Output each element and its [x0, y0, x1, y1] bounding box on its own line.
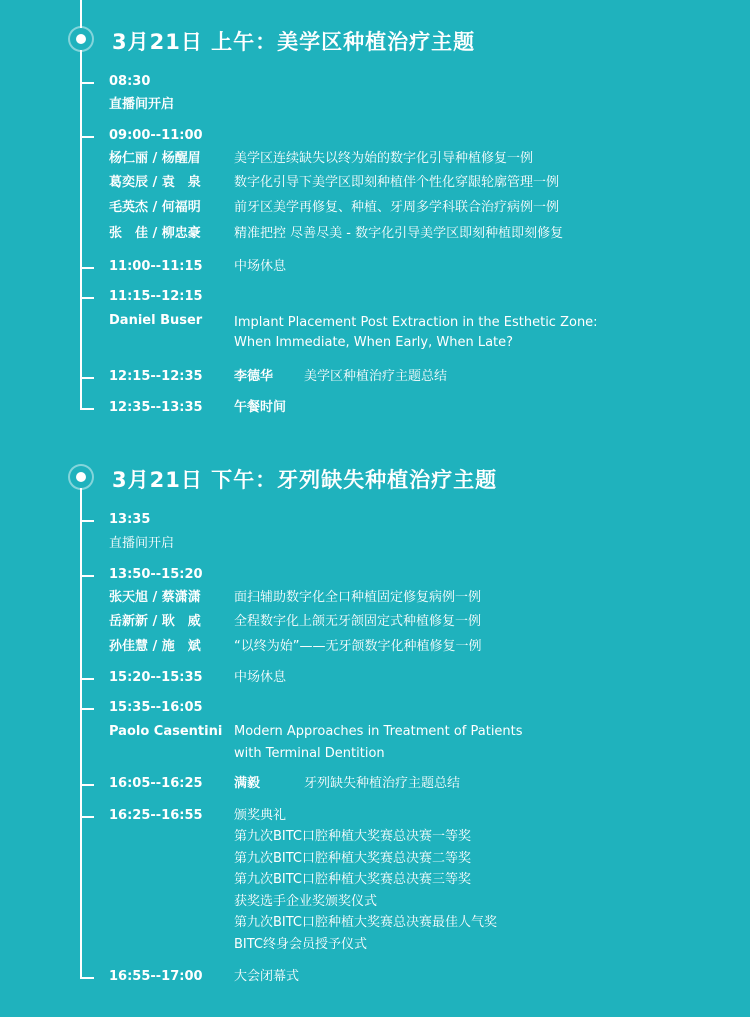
talk-topic: with Terminal Dentition [234, 746, 385, 761]
time-label: 13:35 [109, 512, 151, 527]
speaker-name: 孙佳慧 / 施 斌 [109, 639, 201, 654]
timeline-tick [80, 678, 94, 680]
ceremony-item: 第九次BITC口腔种植大奖赛总决赛三等奖 [234, 872, 472, 887]
time-label: 15:35--16:05 [109, 700, 203, 715]
session-text: 大会闭幕式 [234, 969, 300, 984]
time-label: 13:50--15:20 [109, 567, 203, 582]
timeline-tick [80, 977, 94, 979]
ceremony-item: 获奖选手企业奖颁奖仪式 [234, 894, 378, 909]
ceremony-item: BITC终身会员授予仪式 [234, 937, 368, 952]
talk-topic: 面扫辅助数字化全口种植固定修复病例一例 [234, 590, 482, 605]
session-text: 中场休息 [234, 259, 287, 274]
timeline-tick [80, 82, 94, 84]
timeline-tick [80, 816, 94, 818]
speaker-name: 杨仁丽 / 杨醒眉 [109, 151, 201, 166]
ceremony-item: 颁奖典礼 [234, 808, 287, 823]
speaker-name: 岳新新 / 耿 威 [109, 614, 201, 629]
timeline-tick [80, 297, 94, 299]
speaker-name: 李德华 [234, 369, 274, 384]
talk-topic: Implant Placement Post Extraction in the Esthetic Zone: [234, 315, 598, 330]
section-marker-icon [70, 28, 92, 50]
talk-topic: “以终为始”——无牙颌数字化种植修复一例 [234, 639, 482, 654]
time-label: 12:35--13:35 [109, 400, 203, 415]
time-label: 16:55--17:00 [109, 969, 203, 984]
timeline-line [80, 488, 82, 978]
time-label: 16:25--16:55 [109, 808, 203, 823]
section-marker-icon [70, 466, 92, 488]
timeline-tick [80, 136, 94, 138]
timeline-tick [80, 708, 94, 710]
session-text: 直播间开启 [109, 97, 175, 112]
ceremony-item: 第九次BITC口腔种植大奖赛总决赛最佳人气奖 [234, 915, 498, 930]
speaker-name: 张天旭 / 蔡潇潇 [109, 590, 201, 605]
ceremony-item: 第九次BITC口腔种植大奖赛总决赛一等奖 [234, 829, 472, 844]
talk-topic: 前牙区美学再修复、种植、牙周多学科联合治疗病例一例 [234, 200, 560, 215]
timeline-line [80, 50, 82, 410]
speaker-name: 毛英杰 / 何福明 [109, 200, 201, 215]
speaker-name: Daniel Buser [109, 313, 203, 328]
time-label: 16:05--16:25 [109, 776, 203, 791]
session-text: 中场休息 [234, 670, 287, 685]
speaker-name: Paolo Casentini [109, 724, 223, 739]
timeline-tick [80, 520, 94, 522]
talk-topic: 美学区连续缺失以终为始的数字化引导种植修复一例 [234, 151, 534, 166]
session-text: 午餐时间 [234, 400, 287, 415]
talk-topic: 全程数字化上颌无牙颌固定式种植修复一例 [234, 614, 482, 629]
timeline-tick [80, 377, 94, 379]
section-title: 3月21日 上午：美学区种植治疗主题 [112, 30, 476, 54]
timeline-tick [80, 575, 94, 577]
time-label: 15:20--15:35 [109, 670, 203, 685]
speaker-name: 满毅 [234, 776, 261, 791]
talk-topic: 牙列缺失种植治疗主题总结 [304, 776, 461, 791]
time-label: 08:30 [109, 74, 151, 89]
time-label: 12:15--12:35 [109, 369, 203, 384]
talk-topic: 美学区种植治疗主题总结 [304, 369, 448, 384]
time-label: 11:00--11:15 [109, 259, 203, 274]
talk-topic: When Immediate, When Early, When Late? [234, 335, 514, 350]
timeline-tick [80, 267, 94, 269]
talk-topic: 精准把控 尽善尽美 - 数字化引导美学区即刻种植即刻修复 [234, 226, 564, 241]
timeline-tick [80, 784, 94, 786]
time-label: 09:00--11:00 [109, 128, 203, 143]
talk-topic: 数字化引导下美学区即刻种植伴个性化穿龈轮廓管理一例 [234, 175, 560, 190]
speaker-name: 张 佳 / 柳忠豪 [109, 226, 201, 241]
section-title: 3月21日 下午：牙列缺失种植治疗主题 [112, 468, 498, 492]
session-text: 直播间开启 [109, 536, 175, 551]
speaker-name: 葛奕辰 / 袁 泉 [109, 175, 201, 190]
timeline-tick [80, 408, 94, 410]
ceremony-item: 第九次BITC口腔种植大奖赛总决赛二等奖 [234, 851, 472, 866]
talk-topic: Modern Approaches in Treatment of Patients [234, 724, 523, 739]
time-label: 11:15--12:15 [109, 289, 203, 304]
